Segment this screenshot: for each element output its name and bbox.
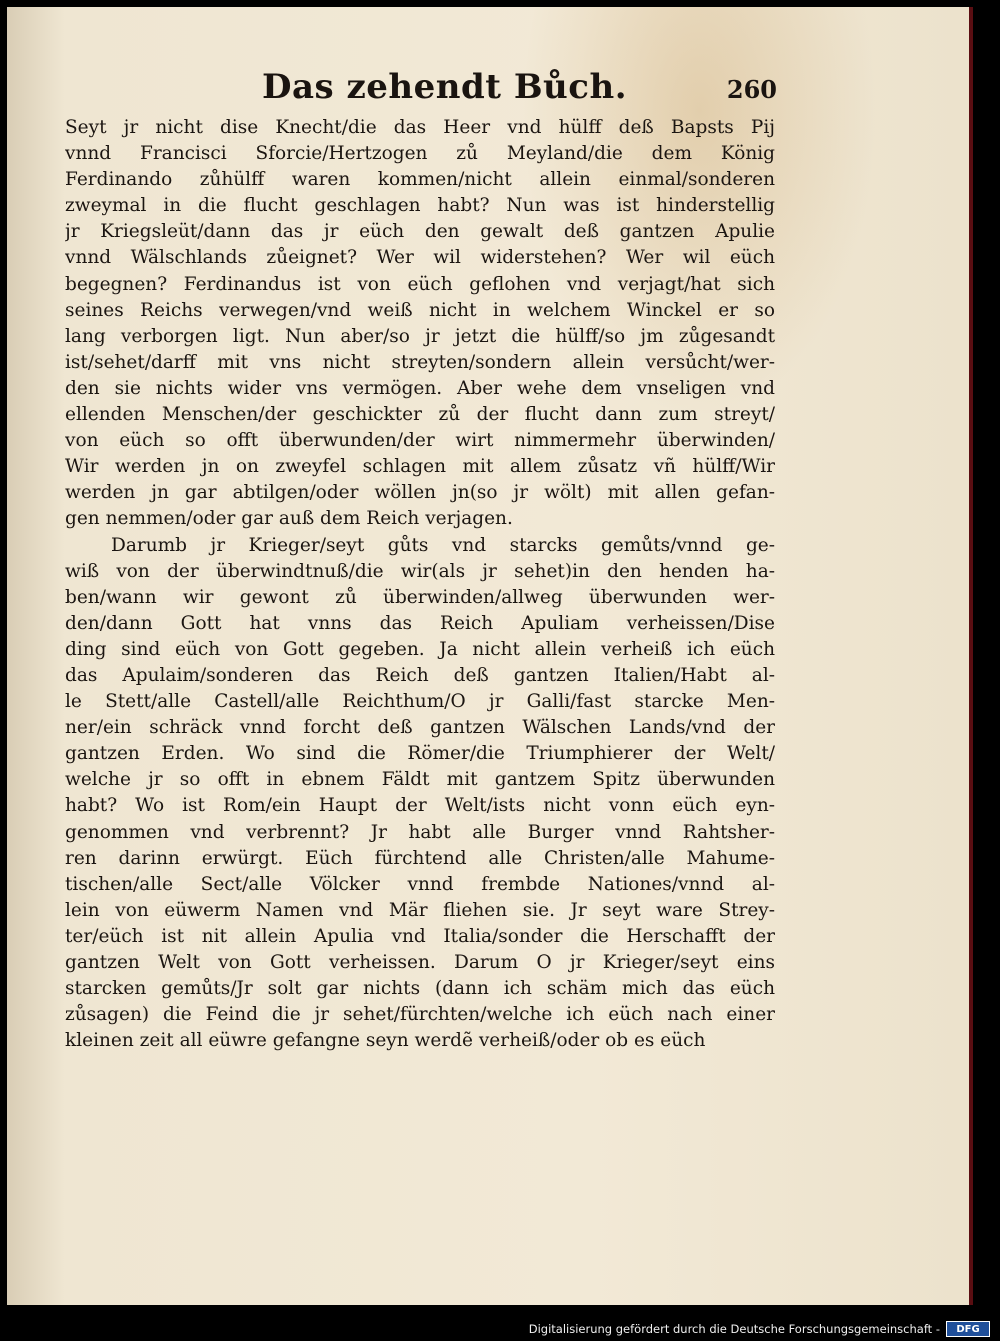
text-line: le Stett/alle Castell/alle Reichthum/O jr Galli/fast starcke Men- bbox=[65, 691, 775, 713]
text-line: ding sind eüch von Gott gegeben. Ja nicht allein verheiß ich eüch bbox=[65, 638, 775, 660]
text-line: Seyt jr nicht dise Knecht/die das Heer vnd hülff deß Bapsts Pij bbox=[65, 117, 775, 138]
text-line: den/dann Gott hat vnns das Reich Apuliam verheissen/Dise bbox=[65, 612, 775, 634]
text-line: kleinen zeit all eüwre gefangne seyn werdẽ verheiß/oder ob es eüch bbox=[65, 1030, 706, 1052]
text-line: seines Reichs verwegen/vnd weiß nicht in welchem Winckel er so bbox=[65, 299, 775, 321]
text-line: ellenden Menschen/der geschickter zů der flucht dann zum streyt/ bbox=[65, 404, 775, 426]
text-line: lein von eüwerm Namen vnd Mär fliehen sie. Jr seyt ware Strey- bbox=[65, 899, 775, 921]
text-line: Darumb jr Krieger/seyt gůts vnd starcks gemůts/vnnd ge- bbox=[111, 534, 775, 556]
text-line: jr Kriegsleüt/dann das jr eüch den gewalt deß gantzen Apulie bbox=[65, 221, 775, 243]
text-line: welche jr so offt in ebnem Fäldt mit gantzem Spitz überwunden bbox=[65, 769, 775, 791]
text-line: vnnd Wälschlands zůeignet? Wer wil widerstehen? Wer wil eüch bbox=[65, 247, 775, 269]
text-line: ner/ein schräck vnnd forcht deß gantzen Wälschen Lands/vnd der bbox=[65, 717, 775, 739]
body-text bbox=[65, 115, 775, 1054]
page-header bbox=[262, 67, 777, 113]
text-line: lang verborgen ligt. Nun aber/so jr jetzt die hülff/so jm zůgesandt bbox=[65, 325, 775, 347]
text-line: starcken gemůts/Jr solt gar nichts (dann ich schäm mich das eüch bbox=[65, 978, 775, 1000]
text-line: tischen/alle Sect/alle Völcker vnnd frembde Nationes/vnnd al- bbox=[65, 873, 775, 895]
text-line: genommen vnd verbrennt? Jr habt alle Burger vnnd Rahtsher- bbox=[65, 821, 775, 843]
text-line: ren darinn erwürgt. Eüch fürchtend alle Christen/alle Mahume- bbox=[65, 847, 775, 869]
folio-number: 260 bbox=[726, 75, 777, 104]
text-line: ben/wann wir gewont zů überwinden/allweg überwunden wer- bbox=[65, 586, 775, 608]
footer-bar bbox=[0, 1318, 1000, 1341]
text-line: Ferdinando zůhülff waren kommen/nicht allein einmal/sonderen bbox=[65, 169, 775, 191]
text-line: werden jn gar abtilgen/oder wöllen jn(so jr wölt) mit allen gefan- bbox=[65, 482, 775, 504]
text-line: gantzen Erden. Wo sind die Römer/die Triumphierer der Welt/ bbox=[65, 743, 775, 765]
text-line: begegnen? Ferdinandus ist von eüch geflohen vnd verjagt/hat sich bbox=[65, 273, 775, 295]
text-line: von eüch so offt überwunden/der wirt nimmermehr überwinden/ bbox=[65, 430, 775, 452]
funding-credit: Digitalisierung gefördert durch die Deutsche Forschungsgemeinschaft - bbox=[528, 1322, 940, 1336]
text-line: das Apulaim/sonderen das Reich deß gantzen Italien/Habt al- bbox=[65, 664, 775, 686]
book-page bbox=[7, 7, 973, 1305]
text-line: Wir werden jn on zweyfel schlagen mit allem zůsatz vñ hülff/Wir bbox=[65, 456, 775, 478]
text-line: ter/eüch ist nit allein Apulia vnd Italia/sonder die Herschafft der bbox=[65, 925, 775, 947]
text-line: gantzen Welt von Gott verheissen. Darum O jr Krieger/seyt eins bbox=[65, 952, 775, 973]
running-title: Das zehendt Bůch. bbox=[262, 67, 628, 107]
text-line: wiß von der überwindtnuß/die wir(als jr sehet)in den henden ha- bbox=[65, 560, 775, 582]
text-line: vnnd Francisci Sforcie/Hertzogen zů Meyland/die dem König bbox=[65, 143, 775, 165]
text-line: gen nemmen/oder gar auß dem Reich verjagen. bbox=[65, 508, 513, 530]
text-line: zůsagen) die Feind die jr sehet/fürchten/welche ich eüch nach einer bbox=[65, 1004, 775, 1026]
text-line: ist/sehet/darff mit vns nicht streyten/sondern allein versůcht/wer- bbox=[65, 351, 775, 373]
text-line: zweymal in die flucht geschlagen habt? Nun was ist hinderstellig bbox=[65, 195, 775, 217]
text-line: habt? Wo ist Rom/ein Haupt der Welt/ists nicht vonn eüch eyn- bbox=[65, 795, 775, 817]
text-line: den sie nichts wider vns vermögen. Aber wehe dem vnseligen vnd bbox=[65, 377, 775, 399]
dfg-logo: DFG bbox=[946, 1321, 990, 1337]
